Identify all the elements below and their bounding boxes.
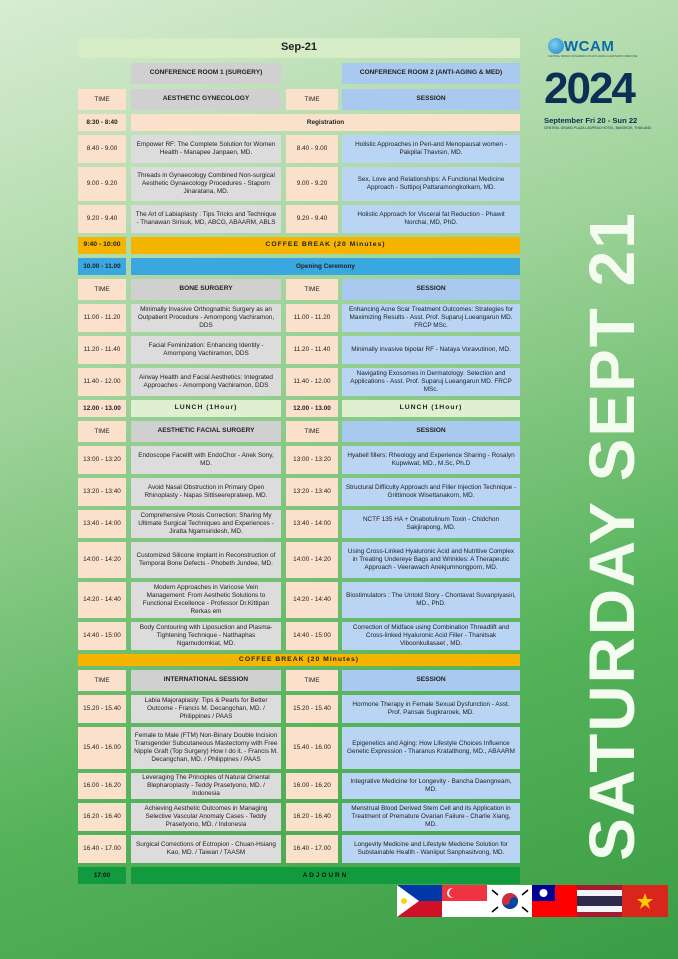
time-slot: 13:00 - 13:20 [78, 446, 126, 474]
time-slot: 16.00 - 16.20 [286, 773, 338, 799]
opening-bar: Opening Ceremony [131, 258, 520, 275]
time-slot: 8.40 - 9.00 [286, 135, 338, 163]
time-slot: 16.00 - 16.20 [78, 773, 126, 799]
time-column-header: TIME [286, 421, 338, 442]
time-slot: 15.40 - 16.00 [78, 727, 126, 769]
session-column-header: SESSION [342, 279, 520, 300]
adjourn-bar: ADJOURN [131, 867, 520, 884]
time-slot: 11.40 - 12.00 [286, 368, 338, 396]
room-2-talk: Holistic Approach for Visceral fat Reduction - Phawit Norchai, MD, PhD. [342, 205, 520, 233]
flag-strip [398, 885, 668, 917]
time-slot: 15.20 - 15.40 [286, 695, 338, 723]
time-slot: 8.40 - 9.00 [78, 135, 126, 163]
room-1-talk: Threads in Gynaecology Combined Non-surgical Aesthetic Gynaecology Procedures - Staporn Jinaratana, MD. [131, 167, 281, 201]
time-slot: 14:20 - 14:40 [78, 582, 126, 618]
room-2-talk: Holistic Approaches in Peri-and Menopausal women - Pakpilai Thavisin, MD. [342, 135, 520, 163]
room-2-talk: Navigating Exosomes in Dermatology: Selection and Applications - Asst. Prof. Suparuj Lueangarun MD. FRCP MSc. [342, 368, 520, 396]
reg-bar: Registration [131, 114, 520, 131]
room-2-talk: Correction of Midface using Combination Threadlift and Cross-linked Hyaluronic Acid Filler - Thanitsak Viboonkullasaet , MD. [342, 622, 520, 650]
time-slot: 13:00 - 13:20 [286, 446, 338, 474]
room-2-talk: Structural Difficulty Approach and Filler Injection Technique - Grittimook Wisettanakorn, MD. [342, 478, 520, 506]
room-2-talk: Using Cross-Linked Hyaluronic Acid and Nutritive Complex in Treating Undereye Bags and Wrinkles: A Therapeutic Approach - Veerawach Anekjumnongporn, MD. [342, 542, 520, 578]
room-2-talk: Epigenetics and Aging: How Lifestyle Choices Influence Genetic Expression - Tharanus Kratalthong, MD., ABAARM [342, 727, 520, 769]
room-1-talk: Empower RF: The Complete Solution for Women Health - Manapee Janpaen, MD. [131, 135, 281, 163]
room-1-talk: Airway Health and Facial Aesthetics: Integrated Approaches - Amornpong Vachiramon, DDS [131, 368, 281, 396]
coffee-bar: COFFEE BREAK (20 Minutes) [131, 237, 520, 254]
taiwan-flag-icon [532, 885, 578, 917]
session-column-header: SESSION [342, 89, 520, 110]
room-1-header: CONFERENCE ROOM 1 (SURGERY) [131, 63, 281, 84]
time-slot: 14:00 - 14:20 [286, 542, 338, 578]
track-title: BONE SURGERY [131, 279, 281, 300]
time-slot: 14:00 - 14:20 [78, 542, 126, 578]
room-2-header: CONFERENCE ROOM 2 (ANTI-AGING & MED) [342, 63, 520, 84]
singapore-flag-icon [442, 885, 488, 917]
room-1-talk: Female to Male (FTM) Non-Binary Double Incision Transgender Subcutaneous Mastectomy with Free Nipple Graft (Top Surgery) How I do it. - Francis M. Decangchan, MD. / Philippines / PAAS [131, 727, 281, 769]
time-slot: 12.00 - 13.00 [286, 400, 338, 417]
lunch-break: LUNCH (1Hour) [342, 400, 520, 417]
room-2-talk: Longevity Medicine and Lifestyle Medicine Solution for Substainable Health - Waniiput Sanphasitvong, MD. [342, 835, 520, 863]
room-1-talk: Minimally Invasive Orthognathic Surgery as an Outpatient Procedure - Amornpong Vachiramon, DDS [131, 304, 281, 332]
room-1-talk: Comprehensive Ptosis Correction: Sharing My Ultimate Surgical Techniques and Experiences - Jiratta Ngamsiridesh, MD. [131, 510, 281, 538]
room-1-talk: Labia Majoraplasty: Tips & Pearls for Better Outcome - Francis M. Decangchan, MD. / Philippines / PAAS [131, 695, 281, 723]
time-slot: 11.20 - 11.40 [78, 336, 126, 364]
vietnam-flag-icon [622, 885, 668, 917]
time-slot: 9.20 - 9.40 [286, 205, 338, 233]
time-slot: 13:20 - 13:40 [286, 478, 338, 506]
room-1-talk: Avoid Nasal Obstruction in Primary Open Rhinoplasty - Napas Sittiseereprateep, MD. [131, 478, 281, 506]
room-1-talk: Achieving Aesthetic Outcomes in Managing Selective Vascular Anomaly Cases - Teddy Prasetyono, MD. / Indonesia [131, 803, 281, 831]
room-2-talk: Biostimulators : The Untold Story - Chontavat Suvanpiyasiri, MD., PhD. [342, 582, 520, 618]
time-slot: 14:40 - 15:00 [286, 622, 338, 650]
time-column-header: TIME [78, 279, 126, 300]
room-2-talk: Menstrual Blood Derived Stem Cell and its Application in Treatment of Premature Ovarian Failure - Charlie Xiang, MD. [342, 803, 520, 831]
time-slot: 14:40 - 15:00 [78, 622, 126, 650]
room-1-talk: Customized Silicone Implant in Reconstruction of Temporal Bone Defects - Phobeth Jundee, MD. [131, 542, 281, 578]
room-2-talk: Integrative Medicine for Longevity - Bancha Daengneam, MD. [342, 773, 520, 799]
time-column-header: TIME [286, 670, 338, 691]
time-slot: 9.00 - 9.20 [78, 167, 126, 201]
globe-icon [548, 38, 564, 54]
room-1-talk: Modern Approaches in Varicose Vein Management: From Aesthetic Solutions to Functional Excellence - Professor Dr.Kittipan Rerkas em [131, 582, 281, 618]
room-1-talk: Surgical Corrections of Ectropion - Chuan-Hsiang Kao, MD. / Taiwan / TAASM [131, 835, 281, 863]
philippines-flag-icon [397, 885, 443, 917]
time-column-header: TIME [286, 279, 338, 300]
track-title: INTERNATIONAL SESSION [131, 670, 281, 691]
time-column-header: TIME [78, 670, 126, 691]
room-1-talk: Body Contouring with Liposuction and Plasma-Tightening Technique - Natthaphas Ngamudomkiat, MD. [131, 622, 281, 650]
room-2-talk: Hormone Therapy in Female Sexual Dysfunction - Asst. Prof. Pansak Sugkraroek, MD. [342, 695, 520, 723]
time-slot: 13:40 - 14:00 [78, 510, 126, 538]
time-slot: 11.20 - 11.40 [286, 336, 338, 364]
time-slot: 8:30 - 8:40 [78, 114, 126, 131]
room-1-talk: Endoscope Facelift with EndoChor - Anek Sony, MD. [131, 446, 281, 474]
logo-subtitle: CENTRAL WORLD CONGRESS ON ANTI-AGING & AESTHETIC MEDICINE [548, 55, 638, 58]
time-slot: 9.00 - 9.20 [286, 167, 338, 201]
time-column-header: TIME [78, 89, 126, 110]
room-2-talk: NCTF 135 HA + Onabotulinum Toxin - Chidchon Sakjirapong, MD. [342, 510, 520, 538]
time-slot: 11.00 - 11.20 [286, 304, 338, 332]
time-slot: 16.20 - 16.40 [286, 803, 338, 831]
time-slot: 9.20 - 9.40 [78, 205, 126, 233]
track-title: AESTHETIC FACIAL SURGERY [131, 421, 281, 442]
session-column-header: SESSION [342, 670, 520, 691]
lunch-break: LUNCH (1Hour) [131, 400, 281, 417]
room-2-talk: Enhancing Acne Scar Treatment Outcomes: Strategies for Maximizing Results - Asst. Prof. Suparuj Lueangarun MD. FRCP MSc. [342, 304, 520, 332]
time-slot: 16.40 - 17.00 [78, 835, 126, 863]
room-2-talk: Sex, Love and Relationships: A Functional Medicine Approach - Suttipoj Pattaramongkolkarn, MD. [342, 167, 520, 201]
time-slot: 10.00 - 11.00 [78, 258, 126, 275]
event-dates: September Fri 20 - Sun 22 [544, 116, 638, 125]
time-slot: 11.40 - 12.00 [78, 368, 126, 396]
time-slot: 15.40 - 16.00 [286, 727, 338, 769]
room-1-talk: Leveraging The Principles of Natural Oriental Blepharoplasty - Teddy Prasetyono, MD. / Indonesia [131, 773, 281, 799]
time-slot: 11.00 - 11.20 [78, 304, 126, 332]
logo-name: WCAM [564, 38, 615, 55]
time-slot: 9:40 - 10:00 [78, 237, 126, 254]
time-column-header: TIME [286, 89, 338, 110]
time-slot: 15.20 - 15.40 [78, 695, 126, 723]
room-2-talk: Minimally invasive bipolar RF - Nataya Voravutinon, MD. [342, 336, 520, 364]
thailand-flag-icon [577, 885, 623, 917]
side-day-title: SATURDAY SEPT 21 [576, 211, 648, 861]
event-venue: CENTRAL GRAND PLAZA LADPRAO HOTEL, BANGKOK, THAILAND [544, 126, 652, 130]
room-1-talk: The Art of Labiaplasty : Tips Tricks and Technique - Thanawan Sirisuk, MD, ABCG, ABAARM, ABLS [131, 205, 281, 233]
time-slot: 16.20 - 16.40 [78, 803, 126, 831]
time-column-header: TIME [78, 421, 126, 442]
time-slot: 13:20 - 13:40 [78, 478, 126, 506]
room-2-talk: Hyabell fillers: Rheology and Experience Sharing - Rosalyn Kupwiwat, MD., M.Sc, Ph.D [342, 446, 520, 474]
time-slot: 17:00 [78, 867, 126, 884]
time-slot: 13:40 - 14:00 [286, 510, 338, 538]
time-slot: 16.40 - 17.00 [286, 835, 338, 863]
track-title: AESTHETIC GYNECOLOGY [131, 89, 281, 110]
time-slot: 12.00 - 13.00 [78, 400, 126, 417]
room-1-talk: Facial Feminization: Enhancing Identity - Amornpong Vachiramon, DDS [131, 336, 281, 364]
session-column-header: SESSION [342, 421, 520, 442]
date-header: Sep-21 [78, 38, 520, 58]
south-korea-flag-icon [487, 885, 533, 917]
logo-year: 2024 [544, 64, 634, 113]
time-slot: 14:20 - 14:40 [286, 582, 338, 618]
coffee-bar: COFFEE BREAK (20 Minutes) [78, 654, 520, 666]
